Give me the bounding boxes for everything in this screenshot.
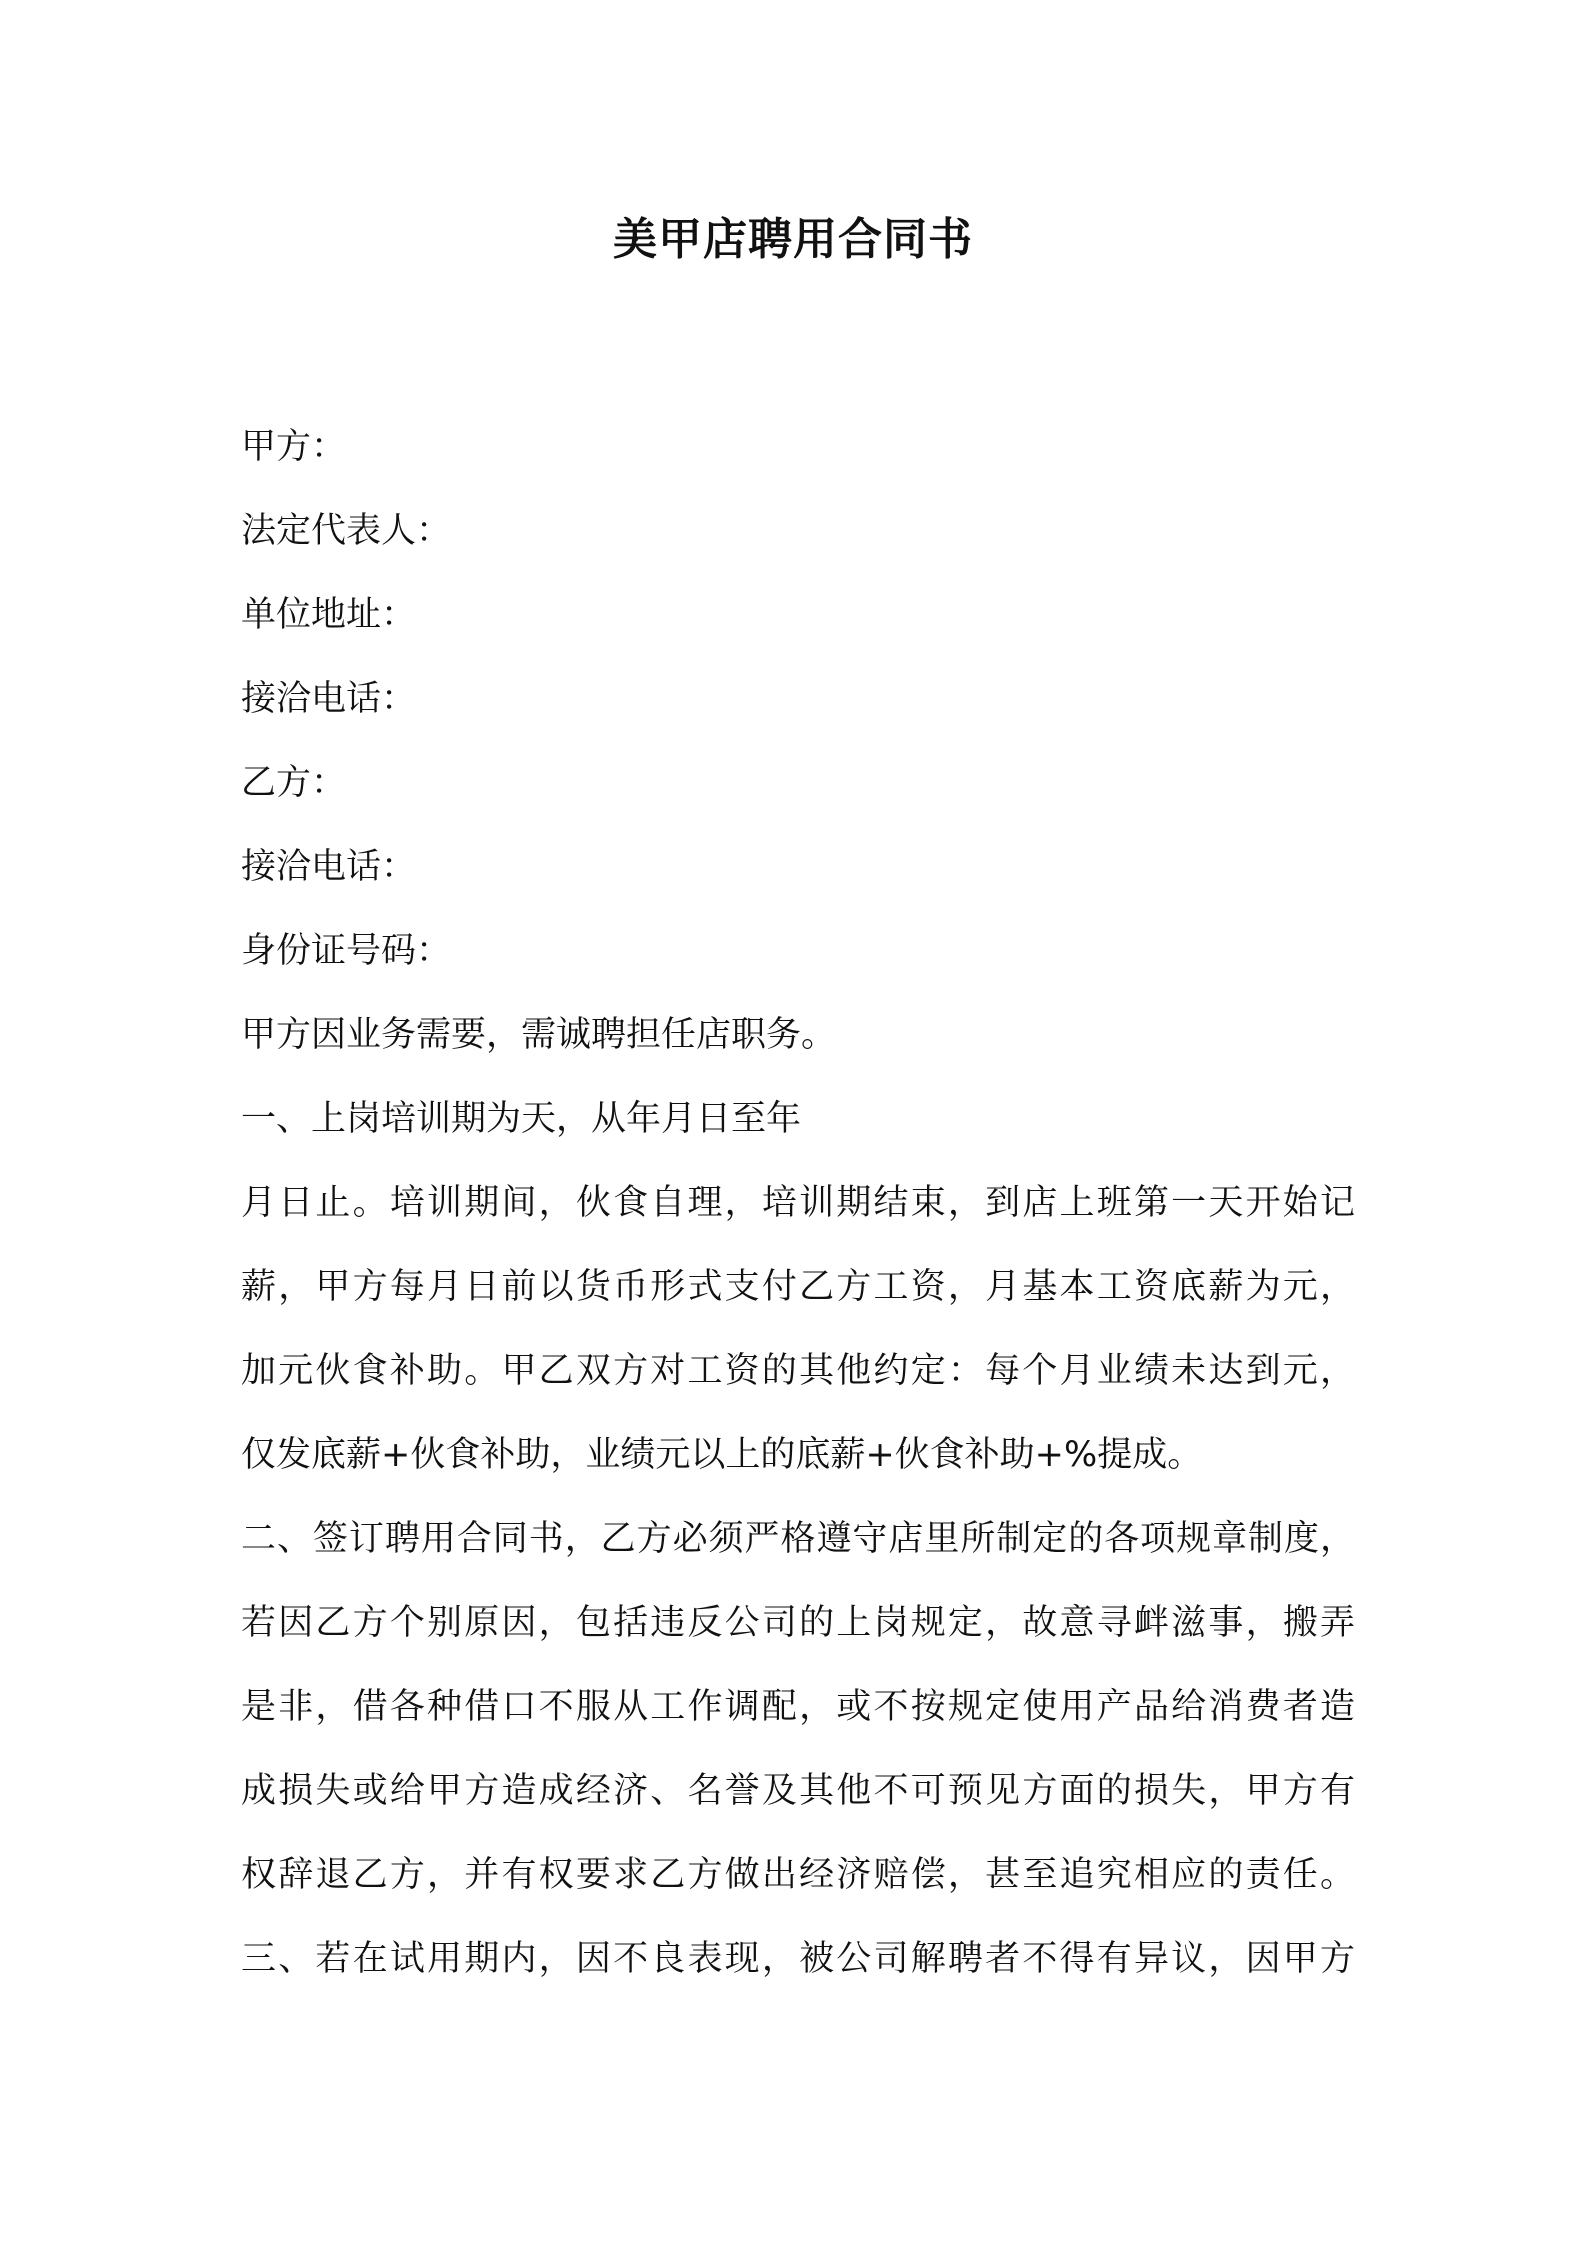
hiring-statement: 甲方因业务需要，需诚聘担任店职务。 (241, 1015, 837, 1055)
clause-1-line-5: 仅发底薪+伙食补助，业绩元以上的底薪+伙食补助+%提成。 (241, 1435, 1203, 1475)
party-a-phone-label: 接洽电话： (241, 679, 417, 719)
clause-2-line-5: 权辞退乙方，并有权要求乙方做出经济赔偿，甚至追究相应的责任。 (241, 1855, 1355, 1895)
clause-2-line-4: 成损失或给甲方造成经济、名誉及其他不可预见方面的损失，甲方有 (241, 1771, 1355, 1811)
clause-2-line-2: 若因乙方个别原因，包括违反公司的上岗规定，故意寻衅滋事，搬弄 (241, 1603, 1355, 1643)
clause-1-line-1: 一、上岗培训期为天，从年月日至年 (241, 1099, 802, 1139)
party-b-phone-label: 接洽电话： (241, 847, 417, 887)
party-b-label: 乙方： (241, 763, 347, 803)
contract-body (241, 405, 1355, 2001)
clause-1-line-4: 加元伙食补助。甲乙双方对工资的其他约定：每个月业绩未达到元， (241, 1351, 1355, 1391)
clause-2-line-1: 二、签订聘用合同书，乙方必须严格遵守店里所制定的各项规章制度， (241, 1519, 1355, 1559)
legal-representative-label: 法定代表人： (241, 511, 452, 551)
company-address-label: 单位地址： (241, 595, 417, 635)
clause-3-line-1: 三、若在试用期内，因不良表现，被公司解聘者不得有异议，因甲方 (241, 1939, 1355, 1979)
id-number-label: 身份证号码： (241, 931, 452, 971)
clause-1-line-3: 薪，甲方每月日前以货币形式支付乙方工资，月基本工资底薪为元， (241, 1267, 1355, 1307)
clause-1-line-2: 月日止。培训期间，伙食自理，培训期结束，到店上班第一天开始记 (241, 1183, 1355, 1223)
party-a-label: 甲方： (241, 427, 347, 467)
clause-2-line-3: 是非，借各种借口不服从工作调配，或不按规定使用产品给消费者造 (241, 1687, 1355, 1727)
document-title: 美甲店聘用合同书 (613, 214, 973, 265)
